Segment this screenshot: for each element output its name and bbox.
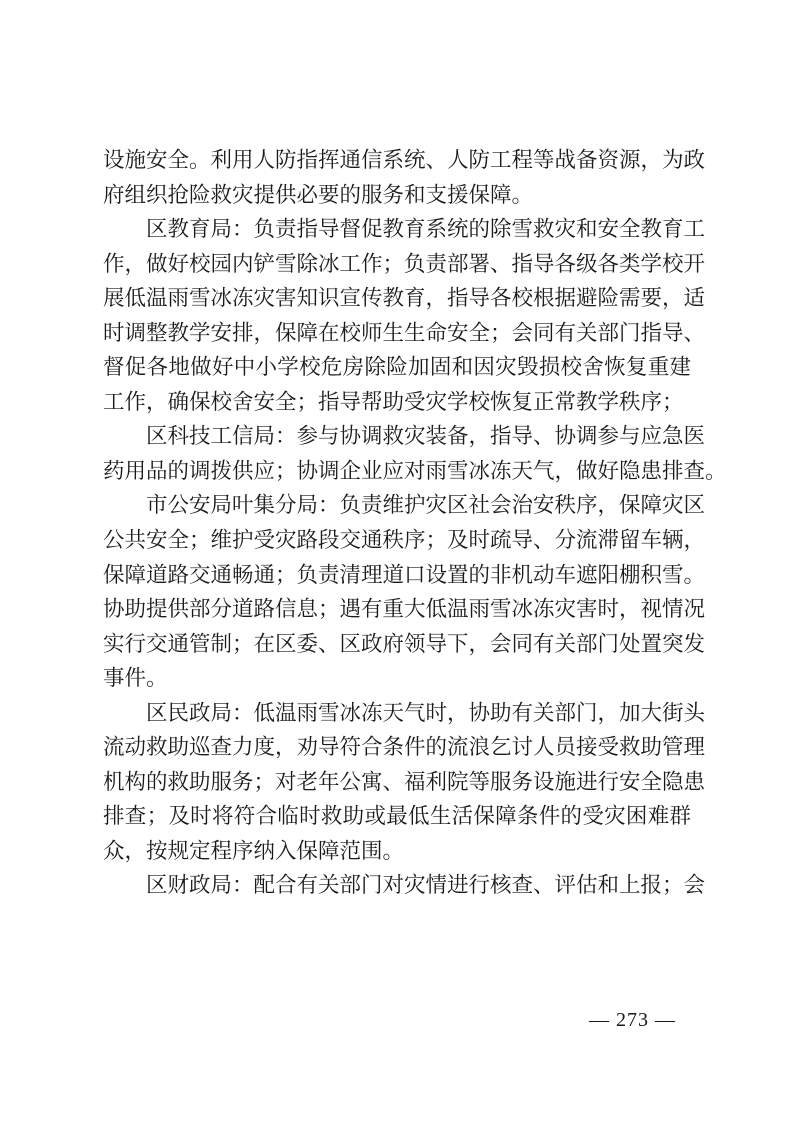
text-line: 公共安全；维护受灾路段交通秩序；及时疏导、分流滞留车辆， <box>103 528 706 554</box>
paragraph-first-line: 区财政局：配合有关部门对灾情进行核查、评估和上报；会 <box>146 873 706 899</box>
paragraph-first-line: 市公安局叶集分局：负责维护灾区社会治安秩序，保障灾区 <box>146 493 706 519</box>
text-line: 督促各地做好中小学校危房除险加固和因灾毁损校舍恢复重建 <box>103 355 691 381</box>
text-line: 流动救助巡查力度，劝导符合条件的流浪乞讨人员接受救助管理 <box>103 735 706 761</box>
page-number: — 273 — <box>589 1009 676 1031</box>
text-line: 工作，确保校舍安全；指导帮助受灾学校恢复正常教学秩序； <box>103 389 684 415</box>
paragraph-first-line: 区教育局：负责指导督促教育系统的除雪救灾和安全教育工 <box>146 217 706 243</box>
document-body <box>103 144 727 904</box>
text-line: 排查；及时将符合临时救助或最低生活保障条件的受灾困难群 <box>103 804 691 830</box>
text-line: 协助提供部分道路信息；遇有重大低温雨雪冰冻灾害时，视情况 <box>103 597 706 623</box>
text-line: 药用品的调拨供应；协调企业应对雨雪冰冻天气，做好隐患排查。 <box>103 458 727 484</box>
text-line: 作，做好校园内铲雪除冰工作；负责部署、指导各级各类学校开 <box>103 251 706 277</box>
text-line: 机构的救助服务；对老年公寓、福利院等服务设施进行安全隐患 <box>103 769 706 795</box>
text-line: 众，按规定程序纳入保障范围。 <box>103 838 405 864</box>
text-line: 展低温雨雪冰冻灾害知识宣传教育，指导各校根据避险需要，适 <box>103 286 706 312</box>
text-line: 事件。 <box>103 666 168 692</box>
text-line: 保障道路交通畅通；负责清理道口设置的非机动车遮阳棚积雪。 <box>103 562 706 588</box>
text-line: 实行交通管制；在区委、区政府领导下，会同有关部门处置突发 <box>103 631 706 657</box>
paragraph-first-line: 区民政局：低温雨雪冰冻天气时，协助有关部门，加大街头 <box>146 700 706 726</box>
text-line: 府组织抢险救灾提供必要的服务和支援保障。 <box>103 182 534 208</box>
text-line: 设施安全。利用人防指挥通信系统、人防工程等战备资源，为政 <box>103 148 706 173</box>
text-line: 时调整教学安排，保障在校师生生命安全；会同有关部门指导、 <box>103 320 706 346</box>
paragraph-first-line: 区科技工信局：参与协调救灾装备，指导、协调参与应急医 <box>146 424 706 450</box>
